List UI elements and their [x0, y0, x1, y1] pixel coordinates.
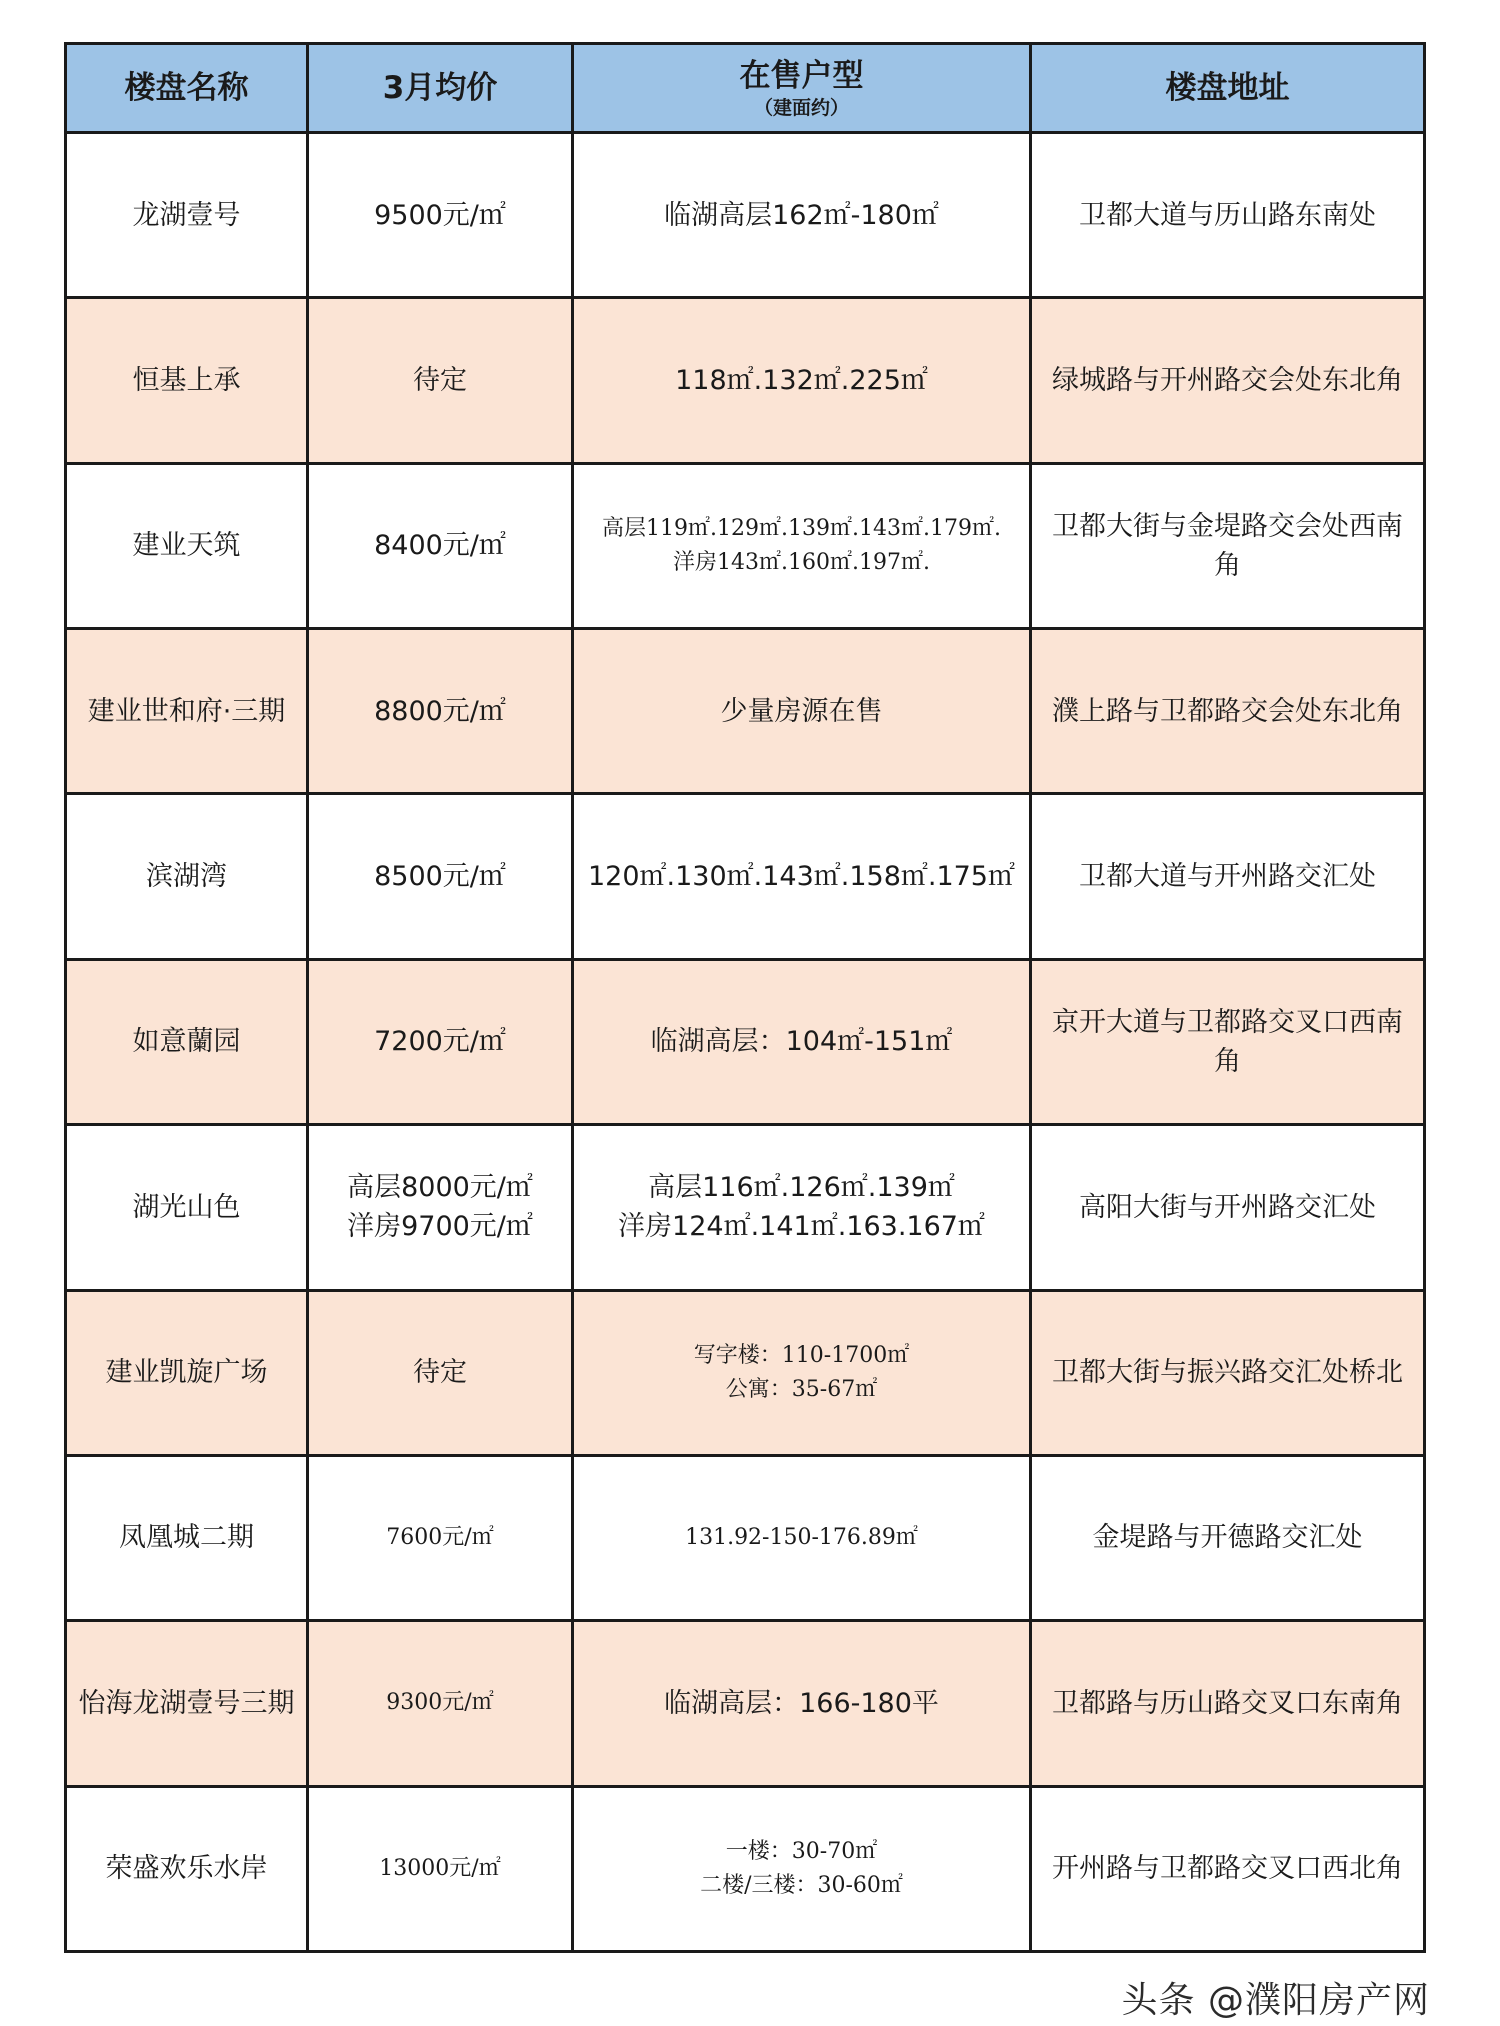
- header-name: 楼盘名称: [66, 44, 308, 133]
- table-row: [66, 298, 1425, 463]
- project-name: 湖光山色: [66, 1125, 308, 1290]
- project-name: 建业世和府·三期: [66, 629, 308, 794]
- project-address: 卫都大道与开州路交汇处: [1031, 794, 1425, 959]
- project-name: 怡海龙湖壹号三期: [66, 1621, 308, 1786]
- unit-types: 高层119㎡.129㎡.139㎡.143㎡.179㎡. 洋房143㎡.160㎡.197㎡.: [573, 463, 1031, 628]
- table-row: [66, 1455, 1425, 1620]
- project-address: 京开大道与卫都路交叉口西南角: [1031, 959, 1425, 1124]
- header-address: 楼盘地址: [1031, 44, 1425, 133]
- project-address: 高阳大街与开州路交汇处: [1031, 1125, 1425, 1290]
- header-price: 3月均价: [308, 44, 573, 133]
- unit-types: 临湖高层162㎡-180㎡: [573, 133, 1031, 298]
- project-address: 濮上路与卫都路交会处东北角: [1031, 629, 1425, 794]
- header-units-subtitle: （建面约）: [753, 96, 849, 119]
- avg-price: 7200元/㎡: [308, 959, 573, 1124]
- project-address: 卫都大街与金堤路交会处西南角: [1031, 463, 1425, 628]
- table-row: [66, 463, 1425, 628]
- header-units: [573, 44, 1031, 133]
- table-row: [66, 1290, 1425, 1455]
- avg-price: 8400元/㎡: [308, 463, 573, 628]
- header-units-title: 在售户型: [739, 57, 864, 94]
- avg-price: 高层8000元/㎡ 洋房9700元/㎡: [308, 1125, 573, 1290]
- project-address: 卫都大道与历山路东南处: [1031, 133, 1425, 298]
- housing-price-table: [64, 42, 1426, 1953]
- project-name: 建业天筑: [66, 463, 308, 628]
- unit-types: 临湖高层：166-180平: [573, 1621, 1031, 1786]
- avg-price: 7600元/㎡: [308, 1455, 573, 1620]
- project-name: 滨湖湾: [66, 794, 308, 959]
- project-name: 建业凯旋广场: [66, 1290, 308, 1455]
- unit-types: 131.92-150-176.89㎡: [573, 1455, 1031, 1620]
- table-row: [66, 959, 1425, 1124]
- unit-types: 118㎡.132㎡.225㎡: [573, 298, 1031, 463]
- unit-types: 写字楼：110-1700㎡ 公寓：35-67㎡: [573, 1290, 1031, 1455]
- avg-price: 8800元/㎡: [308, 629, 573, 794]
- avg-price: 8500元/㎡: [308, 794, 573, 959]
- project-address: 绿城路与开州路交会处东北角: [1031, 298, 1425, 463]
- table-row: [66, 629, 1425, 794]
- table-row: [66, 133, 1425, 298]
- project-address: 卫都路与历山路交叉口东南角: [1031, 1621, 1425, 1786]
- project-name: 荣盛欢乐水岸: [66, 1786, 308, 1951]
- project-name: 恒基上承: [66, 298, 308, 463]
- avg-price: 9500元/㎡: [308, 133, 573, 298]
- table-row: [66, 1621, 1425, 1786]
- unit-types: 一楼：30-70㎡ 二楼/三楼：30-60㎡: [573, 1786, 1031, 1951]
- table-row: [66, 794, 1425, 959]
- project-address: 卫都大街与振兴路交汇处桥北: [1031, 1290, 1425, 1455]
- unit-types: 少量房源在售: [573, 629, 1031, 794]
- avg-price: 待定: [308, 1290, 573, 1455]
- unit-types: 临湖高层：104㎡-151㎡: [573, 959, 1031, 1124]
- project-name: 凤凰城二期: [66, 1455, 308, 1620]
- avg-price: 待定: [308, 298, 573, 463]
- unit-types: 高层116㎡.126㎡.139㎡ 洋房124㎡.141㎡.163.167㎡: [573, 1125, 1031, 1290]
- table-row: [66, 1125, 1425, 1290]
- avg-price: 13000元/㎡: [308, 1786, 573, 1951]
- project-address: 开州路与卫都路交叉口西北角: [1031, 1786, 1425, 1951]
- avg-price: 9300元/㎡: [308, 1621, 573, 1786]
- table-row: [66, 1786, 1425, 1951]
- project-name: 龙湖壹号: [66, 133, 308, 298]
- project-name: 如意蘭园: [66, 959, 308, 1124]
- unit-types: 120㎡.130㎡.143㎡.158㎡.175㎡: [573, 794, 1031, 959]
- project-address: 金堤路与开德路交汇处: [1031, 1455, 1425, 1620]
- watermark: 头条 @濮阳房产网: [1121, 1980, 1430, 2021]
- header-row: [66, 44, 1425, 133]
